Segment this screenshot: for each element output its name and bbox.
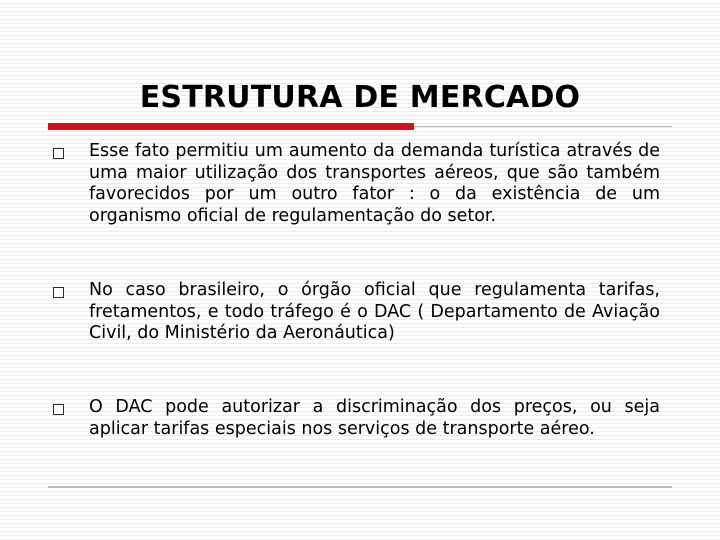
hollow-square-bullet-icon (53, 404, 64, 415)
hollow-square-bullet-icon (53, 148, 64, 159)
hollow-square-bullet-icon (53, 287, 64, 298)
footer-divider (48, 486, 672, 488)
bullet-text-1: Esse fato permitiu um aumento da demanda turística através de uma maior utilização dos transportes aéreos, que são também favorecidos por um outro fator : o da existência de um organismo oficial de regulamentação do setor. (89, 141, 660, 226)
slide-title: ESTRUTURA DE MERCADO (139, 80, 581, 115)
bullet-text-2: No caso brasileiro, o órgão oficial que regulamenta tarifas, fretamentos, e todo tráfego é o DAC ( Departamento de Aviação Civil, do Ministério da Aeronáutica) (89, 280, 660, 343)
bullet-text-3: O DAC pode autorizar a discriminação dos preços, ou seja aplicar tarifas especiais nos serviços de transporte aéreo. (89, 397, 660, 439)
